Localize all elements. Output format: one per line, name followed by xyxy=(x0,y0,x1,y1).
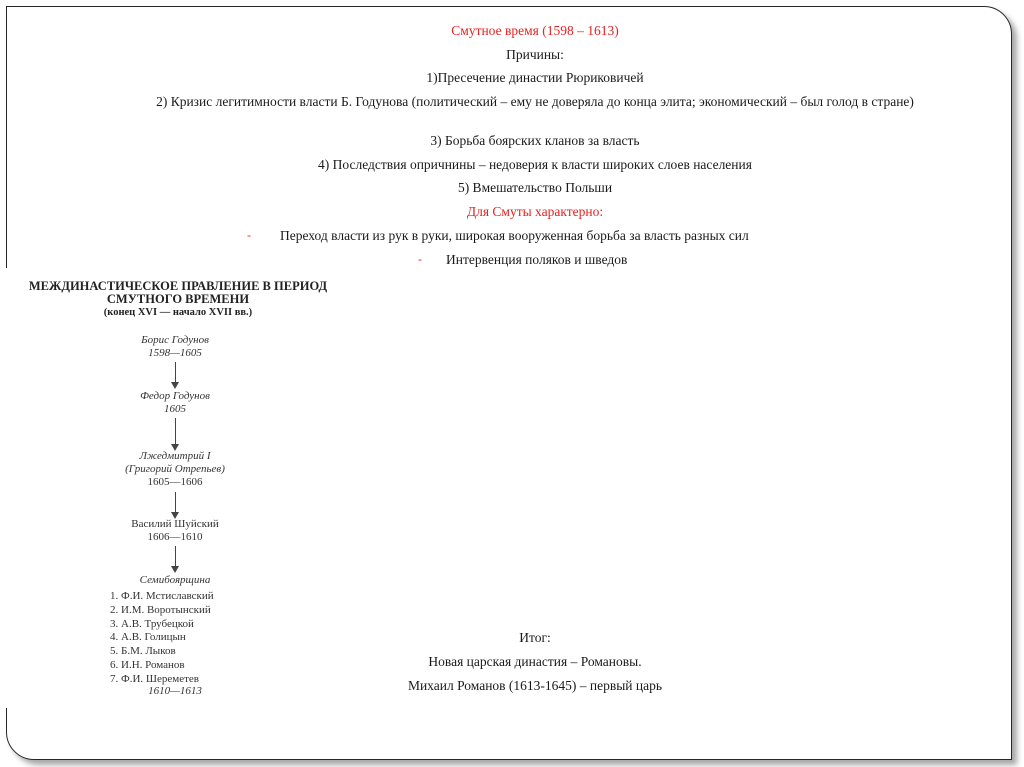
cause-item: 4) Последствия опричнины – недоверия к власти широких слоев населения xyxy=(318,157,752,172)
boyars-years: 1610—1613 xyxy=(148,685,202,697)
cause-item: 5) Вмешательство Польши xyxy=(457,180,613,195)
boyar-item: 5. Б.М. Лыков xyxy=(110,645,176,658)
ruler-alias: (Григорий Отрепьев) xyxy=(125,463,225,475)
boyars-list xyxy=(110,590,214,687)
dynasty-scheme xyxy=(0,268,345,708)
scheme-title-line: МЕЖДИНАСТИЧЕСКОЕ ПРАВЛЕНИЕ В ПЕРИОД xyxy=(28,279,328,293)
slide-title: Смутное время (1598 – 1613) xyxy=(451,23,619,38)
cause-item: 2) Кризис легитимности власти Б. Годунова (политический – ему не доверяла до конца элита; экономический – был голод в стране) xyxy=(156,94,914,109)
boyar-item: 2. И.М. Воротынский xyxy=(110,603,211,616)
result-line: Новая царская династия – Романовы. xyxy=(428,654,642,669)
boyar-item: 4. А.В. Голицын xyxy=(110,631,186,644)
characteristic-item: Переход власти из рук в руки, широкая вооруженная борьба за власть разных сил xyxy=(280,228,749,243)
scheme-title xyxy=(18,280,338,319)
boyar-item: 1. Ф.И. Мстиславский xyxy=(110,590,214,602)
arrow-line xyxy=(175,492,176,512)
bullet-dash: - xyxy=(247,228,251,242)
ruler-years: 1605 xyxy=(164,403,186,415)
boyars-title: Семибоярщина xyxy=(139,574,211,586)
ruler-name: Федор Годунов xyxy=(140,390,210,402)
ruler-node xyxy=(70,390,280,416)
result-label: Итог: xyxy=(519,630,551,645)
ruler-name: Василий Шуйский xyxy=(131,518,219,530)
ruler-years: 1606—1610 xyxy=(147,531,203,543)
causes-label: Причины: xyxy=(506,47,564,62)
characteristic-label: Для Смуты характерно: xyxy=(466,204,604,219)
cause-item: 1)Пресечение династии Рюриковичей xyxy=(426,70,644,85)
arrow-down-icon xyxy=(171,566,179,573)
ruler-name: Борис Годунов xyxy=(141,334,209,346)
result-line: Михаил Романов (1613-1645) – первый царь xyxy=(407,678,663,693)
ruler-node xyxy=(70,450,280,489)
cause-item: 3) Борьба боярских кланов за власть xyxy=(430,133,640,148)
boyar-item: 6. И.Н. Романов xyxy=(110,658,185,671)
ruler-name: Лжедмитрий I xyxy=(139,450,211,462)
characteristic-item: Интервенция поляков и шведов xyxy=(446,252,628,267)
ruler-years: 1605—1606 xyxy=(147,476,203,488)
ruler-node xyxy=(70,518,280,544)
boyar-item: 3. А.В. Трубецкой xyxy=(110,617,194,630)
boyar-item: 7. Ф.И. Шереметев xyxy=(110,672,199,685)
arrow-down-icon xyxy=(171,382,179,389)
arrow-line xyxy=(175,362,176,382)
ruler-years: 1598—1605 xyxy=(148,347,202,359)
arrow-line xyxy=(175,418,176,444)
arrow-line xyxy=(175,546,176,566)
ruler-node xyxy=(70,334,280,360)
scheme-subtitle: (конец XVI — начало XVII вв.) xyxy=(103,307,253,318)
scheme-title-line: СМУТНОГО ВРЕМЕНИ xyxy=(106,292,250,306)
bullet-dash: - xyxy=(418,252,422,266)
